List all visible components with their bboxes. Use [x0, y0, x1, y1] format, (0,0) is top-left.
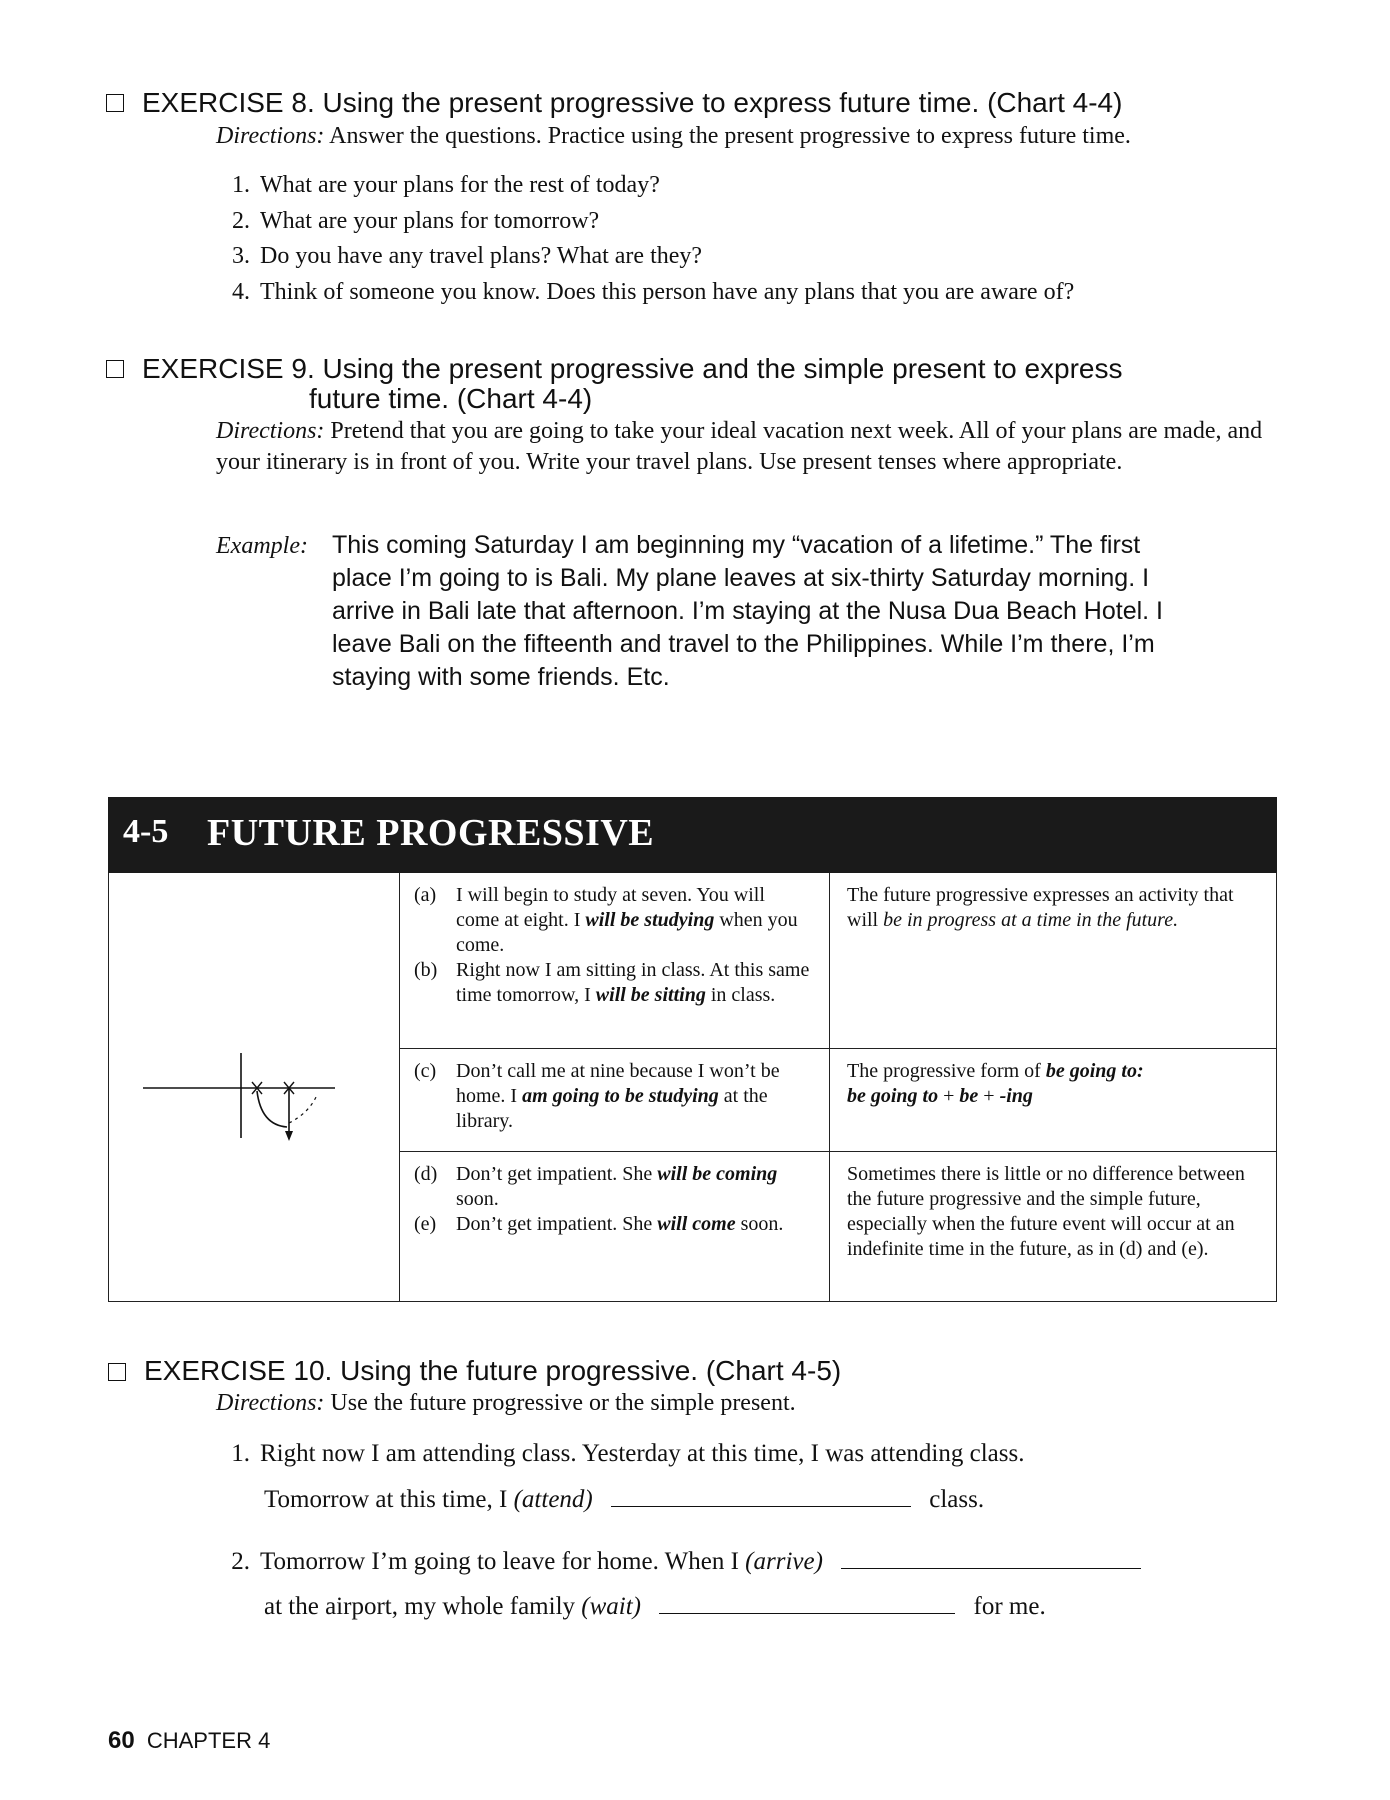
row-divider: [399, 1151, 1277, 1152]
item-number: 4.: [232, 279, 250, 305]
exercise-9-label: EXERCISE 9.: [142, 353, 315, 384]
directions-label: Directions:: [216, 418, 325, 444]
explanation-emphasis: -ing: [999, 1085, 1033, 1107]
explanation-emphasis: be going to: [847, 1085, 939, 1107]
chart-table: [108, 873, 1277, 1302]
example-text: at the library.: [456, 1085, 768, 1132]
list-item: [216, 207, 599, 235]
verb-cue: (attend): [513, 1486, 593, 1513]
example-e: [414, 1212, 812, 1237]
explanation-text: +: [978, 1085, 1000, 1107]
exercise-10-item-2-line-1: [216, 1546, 1141, 1577]
item-text: Tomorrow at this time, I: [264, 1486, 508, 1513]
answer-blank[interactable]: [841, 1546, 1141, 1569]
example-text: when you come.: [456, 909, 798, 956]
example-line: staying with some friends. Etc.: [332, 663, 670, 691]
question-text: Think of someone you know. Does this person have any plans that you are aware of?: [260, 279, 1075, 305]
exercise-10-item-1-line-2: [264, 1484, 984, 1515]
example-label: Example:: [216, 533, 308, 559]
example-d: [414, 1162, 812, 1212]
exercise-9-heading-line2: [309, 384, 592, 414]
chart-number: 4-5: [123, 813, 169, 850]
item-number: 2.: [232, 208, 250, 234]
question-text: Do you have any travel plans? What are they?: [260, 243, 703, 269]
chapter-label: CHAPTER 4: [146, 1728, 271, 1753]
exercise-8-heading: [142, 88, 1122, 118]
list-item: [216, 278, 1074, 306]
example-line: place I’m going to is Bali. My plane leaves at six-thirty Saturday morning. I: [332, 564, 1150, 592]
column-divider: [399, 873, 400, 1301]
example-emphasis: will come: [657, 1213, 736, 1235]
directions-text: Answer the questions. Practice using the present progressive to express future time.: [329, 123, 1131, 149]
exercise-8-label: EXERCISE 8.: [142, 87, 315, 118]
list-item: [216, 242, 702, 270]
explanation-emphasis: be: [959, 1085, 979, 1107]
exercise-8-title: Using the present progressive to express future time.: [322, 87, 980, 118]
explanation-emphasis: be in progress at a time in the future.: [883, 909, 1179, 931]
item-number: 3.: [232, 243, 250, 269]
future-progressive-timeline-diagram: [139, 1043, 339, 1153]
explanation-text: The progressive form of: [847, 1060, 1046, 1082]
item-text: for me.: [973, 1593, 1046, 1620]
exercise-10-chart-ref: (Chart 4-5): [705, 1355, 842, 1386]
list-item: [216, 171, 660, 199]
exercise-9-title-line1: Using the present progressive and the simple present to express: [322, 353, 1123, 384]
directions-text: Pretend that you are going to take your ideal vacation next week. All of your plans are made, and your itinerary is in front of you. Write your travel plans. Use present tenses where appropriate.: [216, 418, 1263, 475]
example-line: This coming Saturday I am beginning my “vacation of a lifetime.” The first: [332, 531, 1141, 559]
answer-blank[interactable]: [659, 1591, 955, 1614]
example-text: Don’t get impatient. She: [456, 1213, 658, 1235]
example-line: leave Bali on the fifteenth and travel to the Philippines. While I’m there, I’m: [332, 630, 1155, 658]
answer-blank[interactable]: [611, 1484, 911, 1507]
item-text: Tomorrow I’m going to leave for home. When I: [260, 1548, 739, 1575]
example-text: Don’t get impatient. She: [456, 1163, 658, 1185]
example-label: (d): [414, 1163, 438, 1185]
exercise-9-title-line2: future time.: [309, 383, 450, 414]
example-text: in class.: [705, 984, 776, 1006]
row-divider: [399, 1048, 1277, 1049]
example-label: (a): [414, 884, 437, 906]
example-label: (b): [414, 959, 438, 981]
exercise-9-directions: [216, 416, 1276, 478]
example-a: [414, 883, 812, 958]
example-emphasis: will be studying: [585, 909, 715, 931]
exercise-10-directions: [216, 1388, 1276, 1419]
item-text: at the airport, my whole family: [264, 1593, 576, 1620]
chart-explanation-row-1: [847, 883, 1267, 933]
item-number: 2.: [231, 1548, 250, 1575]
exercise-10-heading: [144, 1356, 841, 1386]
example-text: [332, 529, 1163, 694]
exercise-8-checkbox[interactable]: [106, 94, 124, 112]
chart-title: FUTURE PROGRESSIVE: [207, 812, 655, 854]
exercise-10-item-2-line-2: [264, 1591, 1046, 1622]
example-text: soon.: [735, 1213, 784, 1235]
exercise-10-item-1-line-1: [216, 1439, 1024, 1469]
chart-header: [108, 797, 1277, 873]
question-text: What are your plans for the rest of today?: [260, 172, 660, 198]
item-text: class.: [929, 1486, 985, 1513]
explanation-text: +: [938, 1085, 960, 1107]
example-emphasis: will be sitting: [595, 984, 706, 1006]
verb-cue: (arrive): [745, 1548, 823, 1575]
exercise-10-checkbox[interactable]: [108, 1363, 126, 1381]
page-number: 60: [108, 1727, 135, 1754]
item-number: 1.: [231, 1440, 250, 1467]
question-text: What are your plans for tomorrow?: [260, 208, 600, 234]
chart-examples-row-2: [414, 1059, 812, 1134]
directions-text: Use the future progressive or the simple present.: [330, 1390, 796, 1416]
example-b: [414, 958, 812, 1008]
example-line: arrive in Bali late that afternoon. I’m staying at the Nusa Dua Beach Hotel. I: [332, 597, 1163, 625]
directions-label: Directions:: [216, 123, 325, 149]
example-label: (c): [414, 1060, 437, 1082]
example-text: soon.: [456, 1188, 499, 1210]
chart-examples-row-3: [414, 1162, 812, 1237]
example-label: (e): [414, 1213, 437, 1235]
column-divider: [829, 873, 830, 1301]
example-text: I will begin to study at seven. You will come at eight. I: [456, 884, 765, 931]
item-number: 1.: [232, 172, 250, 198]
exercise-9-checkbox[interactable]: [106, 360, 124, 378]
page-footer: [108, 1728, 270, 1754]
example-emphasis: will be coming: [657, 1163, 778, 1185]
chart-explanation-row-2: [847, 1059, 1267, 1109]
chart-examples-row-1: [414, 883, 812, 1008]
exercise-9-chart-ref: (Chart 4-4): [456, 383, 593, 414]
directions-label: Directions:: [216, 1390, 325, 1416]
explanation-text: The future progressive expresses an activity that will: [847, 884, 1234, 931]
explanation-emphasis: be going to:: [1045, 1060, 1144, 1082]
chart-explanation-row-3: [847, 1162, 1267, 1262]
exercise-10-label: EXERCISE 10.: [144, 1355, 333, 1386]
exercise-10-title: Using the future progressive.: [340, 1355, 699, 1386]
example-text: Don’t call me at nine because I won’t be home. I: [456, 1060, 780, 1107]
exercise-9-heading: [142, 354, 1123, 384]
verb-cue: (wait): [581, 1593, 641, 1620]
exercise-8-chart-ref: (Chart 4-4): [987, 87, 1123, 118]
example-text: Right now I am sitting in class. At this same time tomorrow, I: [456, 959, 810, 1006]
item-text: Right now I am attending class. Yesterday at this time, I was attending class.: [260, 1440, 1025, 1467]
exercise-8-directions: [216, 121, 1296, 152]
example-c: [414, 1059, 812, 1134]
example-emphasis: am going to be studying: [522, 1085, 719, 1107]
explanation-text: Sometimes there is little or no difference between the future progressive and the simple future, especially when the future event will occur at an indefinite time in the future, as in (d) and (e).: [847, 1163, 1245, 1260]
